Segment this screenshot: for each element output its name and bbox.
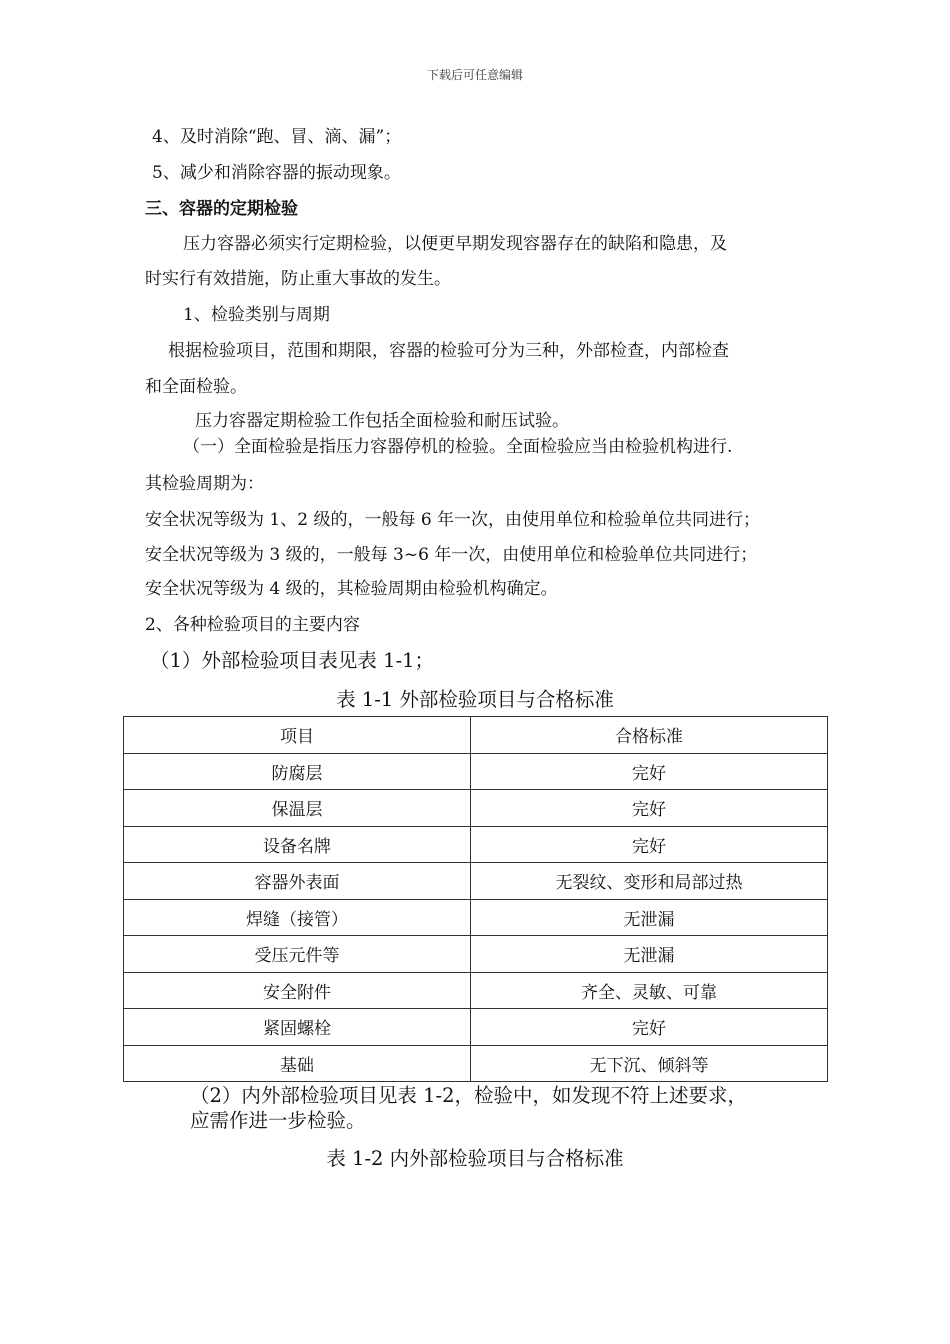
table-cell-standard: 齐全、灵敏、可靠 (471, 972, 828, 1009)
paragraph-line: 安全状况等级为 3 级的，一般每 3~6 年一次，由使用单位和检验单位共同进行； (145, 545, 758, 565)
paragraph-line: 安全状况等级为 4 级的，其检验周期由检验机构确定。 (145, 579, 558, 599)
table-row (124, 1045, 828, 1082)
table-cell-standard: 无裂纹、变形和局部过热 (471, 863, 828, 900)
table-row (124, 863, 828, 900)
paragraph-line: 和全面检验。 (145, 377, 247, 397)
paragraph-line: 其检验周期为： (145, 474, 264, 494)
table-cell-standard: 无泄漏 (471, 936, 828, 973)
table-cell-standard: 完好 (471, 826, 828, 863)
table-cell-item: 容器外表面 (124, 863, 471, 900)
paragraph-line: 应需作进一步检验。 (190, 1109, 366, 1132)
table-cell-item: 受压元件等 (124, 936, 471, 973)
paragraph-line: 安全状况等级为 1、2 级的，一般每 6 年一次，由使用单位和检验单位共同进行； (145, 510, 761, 530)
table-cell-item: 保温层 (124, 790, 471, 827)
table-header-cell: 合格标准 (471, 717, 828, 754)
paragraph-line: 压力容器定期检验工作包括全面检验和耐压试验。 (195, 411, 569, 431)
table-cell-item: 焊缝（接管） (124, 899, 471, 936)
section-heading: 三、容器的定期检验 (145, 199, 298, 219)
paragraph-line: （一）全面检验是指压力容器停机的检验。全面检验应当由检验机构进行. (183, 437, 733, 457)
list-item-4: 4、及时消除“跑、冒、滴、漏”； (152, 127, 402, 147)
table-row (124, 790, 828, 827)
table-header-cell: 项目 (124, 717, 471, 754)
table-caption: 表 1-1 外部检验项目与合格标准 (336, 688, 614, 711)
table-cell-item: 设备名牌 (124, 826, 471, 863)
paragraph-line: 根据检验项目，范围和期限，容器的检验可分为三种，外部检查，内部检查 (168, 341, 729, 361)
table-row (124, 972, 828, 1009)
table-cell-item: 防腐层 (124, 753, 471, 790)
table-row (124, 899, 828, 936)
list-item-5: 5、减少和消除容器的振动现象。 (152, 163, 401, 183)
table-cell-item: 基础 (124, 1045, 471, 1082)
table-cell-standard: 完好 (471, 790, 828, 827)
table-row (124, 753, 828, 790)
paragraph-line: （2）内外部检验项目见表 1-2，检验中，如发现不符上述要求， (190, 1084, 748, 1107)
table-row (124, 936, 828, 973)
subsection-heading: 1、检验类别与周期 (183, 305, 330, 325)
table-header-row (124, 717, 828, 754)
table-row (124, 826, 828, 863)
table-cell-standard: 无泄漏 (471, 899, 828, 936)
paragraph-line: 时实行有效措施，防止重大事故的发生。 (145, 269, 451, 289)
table-cell-standard: 完好 (471, 1009, 828, 1046)
page-header: 下载后可任意编辑 (426, 68, 523, 82)
subsection-heading: （1）外部检验项目表见表 1-1； (150, 649, 435, 672)
table-cell-item: 安全附件 (124, 972, 471, 1009)
table-cell-standard: 完好 (471, 753, 828, 790)
table-cell-standard: 无下沉、倾斜等 (471, 1045, 828, 1082)
table-row (124, 1009, 828, 1046)
table-caption: 表 1-2 内外部检验项目与合格标准 (326, 1147, 624, 1170)
table-cell-item: 紧固螺栓 (124, 1009, 471, 1046)
inspection-table (123, 716, 828, 1082)
subsection-heading: 2、各种检验项目的主要内容 (145, 615, 360, 635)
paragraph-line: 压力容器必须实行定期检验，以便更早期发现容器存在的缺陷和隐患，及 (183, 234, 727, 254)
